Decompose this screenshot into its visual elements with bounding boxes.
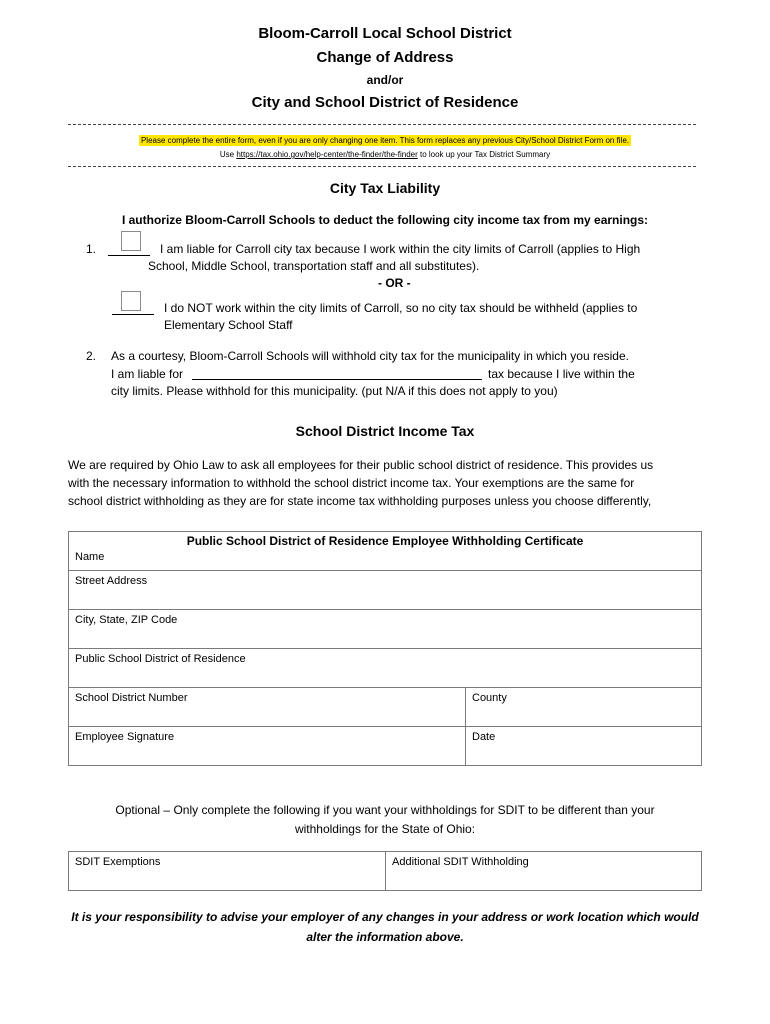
date-cell[interactable] [466,727,702,766]
name-cell[interactable] [69,532,702,571]
street-address-label: Street Address [75,575,148,587]
city-state-zip-cell[interactable] [69,610,702,649]
school-tax-heading: School District Income Tax [295,423,475,439]
or-separator: - OR - [378,276,411,290]
form-subtitle: City and School District of Residence [251,94,519,111]
municipality-field[interactable] [192,367,482,380]
optional-line1: Optional – Only complete the following if you want your withholdings for SDIT to be different than your [115,803,655,817]
item2-line2a: I am liable for [111,367,184,381]
notice-line2 [0,150,770,159]
district-number-cell[interactable] [69,688,466,727]
notice-line1 [0,136,770,145]
signature-label: Employee Signature [75,731,175,743]
footer-line1: It is your responsibility to advise your employer of any changes in your address or work location which would [71,910,699,924]
street-address-cell[interactable] [69,571,702,610]
item1-number: 1. [86,242,97,256]
certificate-title: Public School District of Residence Employee Withholding Certificate [186,534,584,548]
item1-text-a: I am liable for Carroll city tax because I work within the city limits of Carroll (applies to High [160,242,641,256]
item1b-text-a: I do NOT work within the city limits of Carroll, so no city tax should be withheld (applies to [164,301,638,315]
school-tax-para-line3: school district withholding as they are for state income tax withholding purposes unless you choose differently, [68,494,652,508]
notice-prefix: Use [219,150,237,159]
item2-line3: city limits. Please withhold for this municipality. (put N/A if this does not apply to you) [111,384,558,398]
school-tax-para-line2: with the necessary information to withhold the school district income tax. Your exemptions are the same for [68,476,635,490]
authorize-text: I authorize Bloom-Carroll Schools to deduct the following city income tax from my earnings: [121,213,649,227]
school-tax-para-line1: We are required by Ohio Law to ask all employees for their public school district of residence. This provides us [68,458,654,472]
district-number-label: School District Number [75,692,188,704]
date-label: Date [472,731,496,743]
district-residence-cell[interactable] [69,649,702,688]
sdit-exemptions-label: SDIT Exemptions [75,856,161,868]
additional-sdit-label: Additional SDIT Withholding [392,856,529,868]
divider-top [68,124,696,125]
item1-text-b: School, Middle School, transportation staff and all substitutes). [148,259,480,273]
city-state-zip-label: City, State, ZIP Code [75,614,178,626]
carroll-liable-checkbox[interactable] [121,231,141,251]
item2-line2b: tax because I live within the [488,367,635,381]
and-or-label: and/or [366,73,404,87]
notice-highlight: Please complete the entire form, even if you are only changing one item. This form replaces any previous City/School District Form on file. [140,136,630,145]
footer-line2: alter the information above. [306,930,464,944]
form-title: Change of Address [316,49,454,66]
county-cell[interactable] [466,688,702,727]
not-carroll-checkbox[interactable] [121,291,141,311]
notice-suffix: to look up your Tax District Summary [417,150,551,159]
additional-sdit-cell[interactable] [386,852,702,891]
signature-cell[interactable] [69,727,466,766]
withholding-certificate-table [68,531,702,766]
optional-line2: withholdings for the State of Ohio: [294,822,476,836]
district-title: Bloom-Carroll Local School District [258,25,512,42]
name-label: Name [75,551,105,563]
item2-line1: As a courtesy, Bloom-Carroll Schools will withhold city tax for the municipality in which you reside. [111,349,629,363]
sdit-exemptions-cell[interactable] [69,852,386,891]
divider-bottom [68,166,696,167]
city-tax-heading: City Tax Liability [329,180,441,196]
county-label: County [472,692,507,704]
item2-number: 2. [86,349,97,363]
sdit-table [68,851,702,891]
tax-finder-link[interactable]: https://tax.ohio.gov/help-center/the-finder/the-finder [236,150,418,159]
item1b-text-b: Elementary School Staff [164,318,293,332]
district-residence-label: Public School District of Residence [75,653,246,665]
